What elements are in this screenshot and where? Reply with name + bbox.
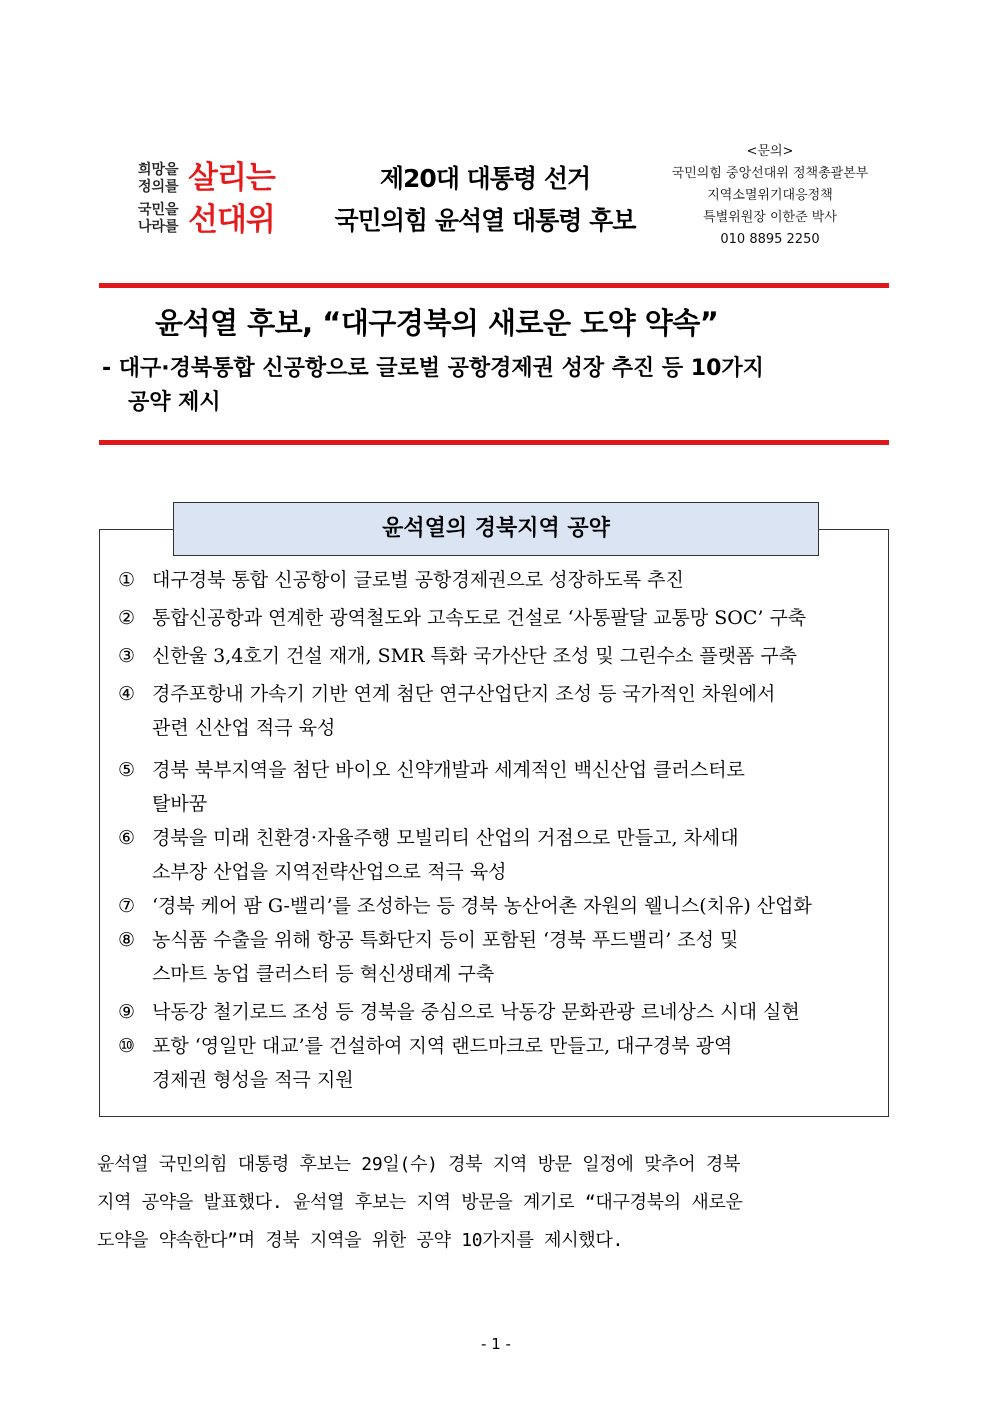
contact-block [655, 141, 885, 251]
pledge-text-cont: 스마트 농업 클러스터 등 혁신생태계 구축 [152, 963, 495, 985]
logo-small-text [138, 162, 186, 236]
pledge-list [118, 563, 878, 1097]
logo-big-line: 살리는 [188, 160, 275, 196]
pledge-item [118, 889, 878, 923]
pledge-item [118, 601, 878, 635]
pledge-number: ③ [118, 645, 136, 667]
logo-small-line: 국민을 [138, 202, 179, 218]
pledge-text: 통합신공항과 연계한 광역철도와 고속도로 건설로 ‘사통팔달 교통망 SOC’ 구축 [152, 607, 807, 629]
pledge-text-cont: 관련 신산업 적극 육성 [152, 717, 336, 739]
pledge-item [118, 563, 878, 597]
headline: 윤석열 후보, “대구경북의 새로운 도약 약속” [155, 306, 719, 340]
logo-small-line: 나라를 [138, 219, 179, 235]
header-title-line2: 국민의힘 윤석열 대통령 후보 [334, 206, 636, 235]
pledge-text-cont: 경제권 형성을 적극 지원 [152, 1069, 354, 1091]
contact-line: 국민의힘 중앙선대위 정책총괄본부 [671, 166, 869, 181]
pledge-text: 경주포항내 가속기 기반 연계 첨단 연구산업단지 조성 등 국가적인 차원에서 [152, 683, 776, 705]
logo-big-text [188, 160, 308, 238]
logo-small-line: 정의를 [138, 179, 179, 195]
pledge-number: ② [118, 607, 136, 629]
pledge-number: ⑨ [118, 1001, 136, 1023]
pledge-item [118, 753, 878, 787]
header-title-line1: 제20대 대통령 선거 [379, 164, 591, 193]
pledge-text: 경북 북부지역을 첨단 바이오 신약개발과 세계적인 백신산업 클러스터로 [152, 759, 745, 781]
contact-label: <문의> [746, 144, 794, 159]
body-line: 도약을 약속한다”며 경북 지역을 위한 공약 10가지를 제시했다. [97, 1230, 624, 1251]
body-line: 지역 공약을 발표했다. 윤석열 후보는 지역 방문을 계기로 “대구경북의 새로운 [97, 1192, 743, 1213]
subheadline [102, 352, 892, 420]
pledge-text: 대구경북 통합 신공항이 글로벌 공항경제권으로 성장하도록 추진 [152, 569, 684, 591]
pledge-item [118, 821, 878, 855]
subheadline-line1: - 대구·경북통합 신공항으로 글로벌 공항경제권 성장 추진 등 10가지 [102, 356, 764, 381]
pledge-number: ① [118, 569, 136, 591]
pledge-item [118, 923, 878, 957]
pledge-item [118, 677, 878, 711]
pledge-text-cont: 탈바꿈 [152, 793, 208, 815]
pledge-number: ⑧ [118, 929, 136, 951]
header-title [320, 164, 650, 236]
pledge-text: 포항 ‘영일만 대교’를 건설하여 지역 랜드마크로 만들고, 대구경북 광역 [152, 1035, 733, 1057]
pledge-number: ⑦ [118, 895, 136, 917]
logo-big-line: 선대위 [188, 202, 275, 238]
pledge-item [118, 995, 878, 1029]
pledge-box-title: 윤석열의 경북지역 공약 [173, 502, 819, 556]
pledge-number: ④ [118, 683, 136, 705]
contact-line: 지역소멸위기대응정책 [707, 188, 833, 203]
subheadline-line2: 공약 제시 [128, 390, 221, 415]
pledge-number: ⑤ [118, 759, 136, 781]
pledge-text: 농식품 수출을 위해 항공 특화단지 등이 포함된 ‘경북 푸드밸리’ 조성 및 [152, 929, 739, 951]
pledge-item [118, 1029, 878, 1063]
body-line: 윤석열 국민의힘 대통령 후보는 29일(수) 경북 지역 방문 일정에 맞추어 경북 [97, 1154, 741, 1175]
pledge-number: ⑩ [118, 1035, 136, 1057]
bottom-divider [99, 440, 889, 445]
contact-line: 특별위원장 이한준 박사 [703, 210, 837, 225]
contact-phone: 010 8895 2250 [720, 232, 820, 247]
pledge-text: 낙동강 철기로드 조성 등 경북을 중심으로 낙동강 문화관광 르네상스 시대 실현 [152, 1001, 800, 1023]
pledge-number: ⑥ [118, 827, 136, 849]
page-number: - 1 - [481, 1335, 511, 1353]
pledge-text: ‘경북 케어 팜 G-밸리’를 조성하는 등 경북 농산어촌 자원의 웰니스(치유) 산업화 [152, 895, 812, 917]
campaign-logo [138, 160, 308, 242]
body-paragraph [97, 1146, 897, 1260]
pledge-text: 신한울 3,4호기 건설 재개, SMR 특화 국가산단 조성 및 그린수소 플랫폼 구축 [152, 645, 798, 667]
top-divider [99, 283, 889, 288]
pledge-text-cont: 소부장 산업을 지역전략산업으로 적극 육성 [152, 861, 507, 883]
pledge-item [118, 639, 878, 673]
logo-small-line: 희망을 [138, 162, 179, 178]
pledge-text: 경북을 미래 친환경·자율주행 모빌리티 산업의 거점으로 만들고, 차세대 [152, 827, 739, 849]
